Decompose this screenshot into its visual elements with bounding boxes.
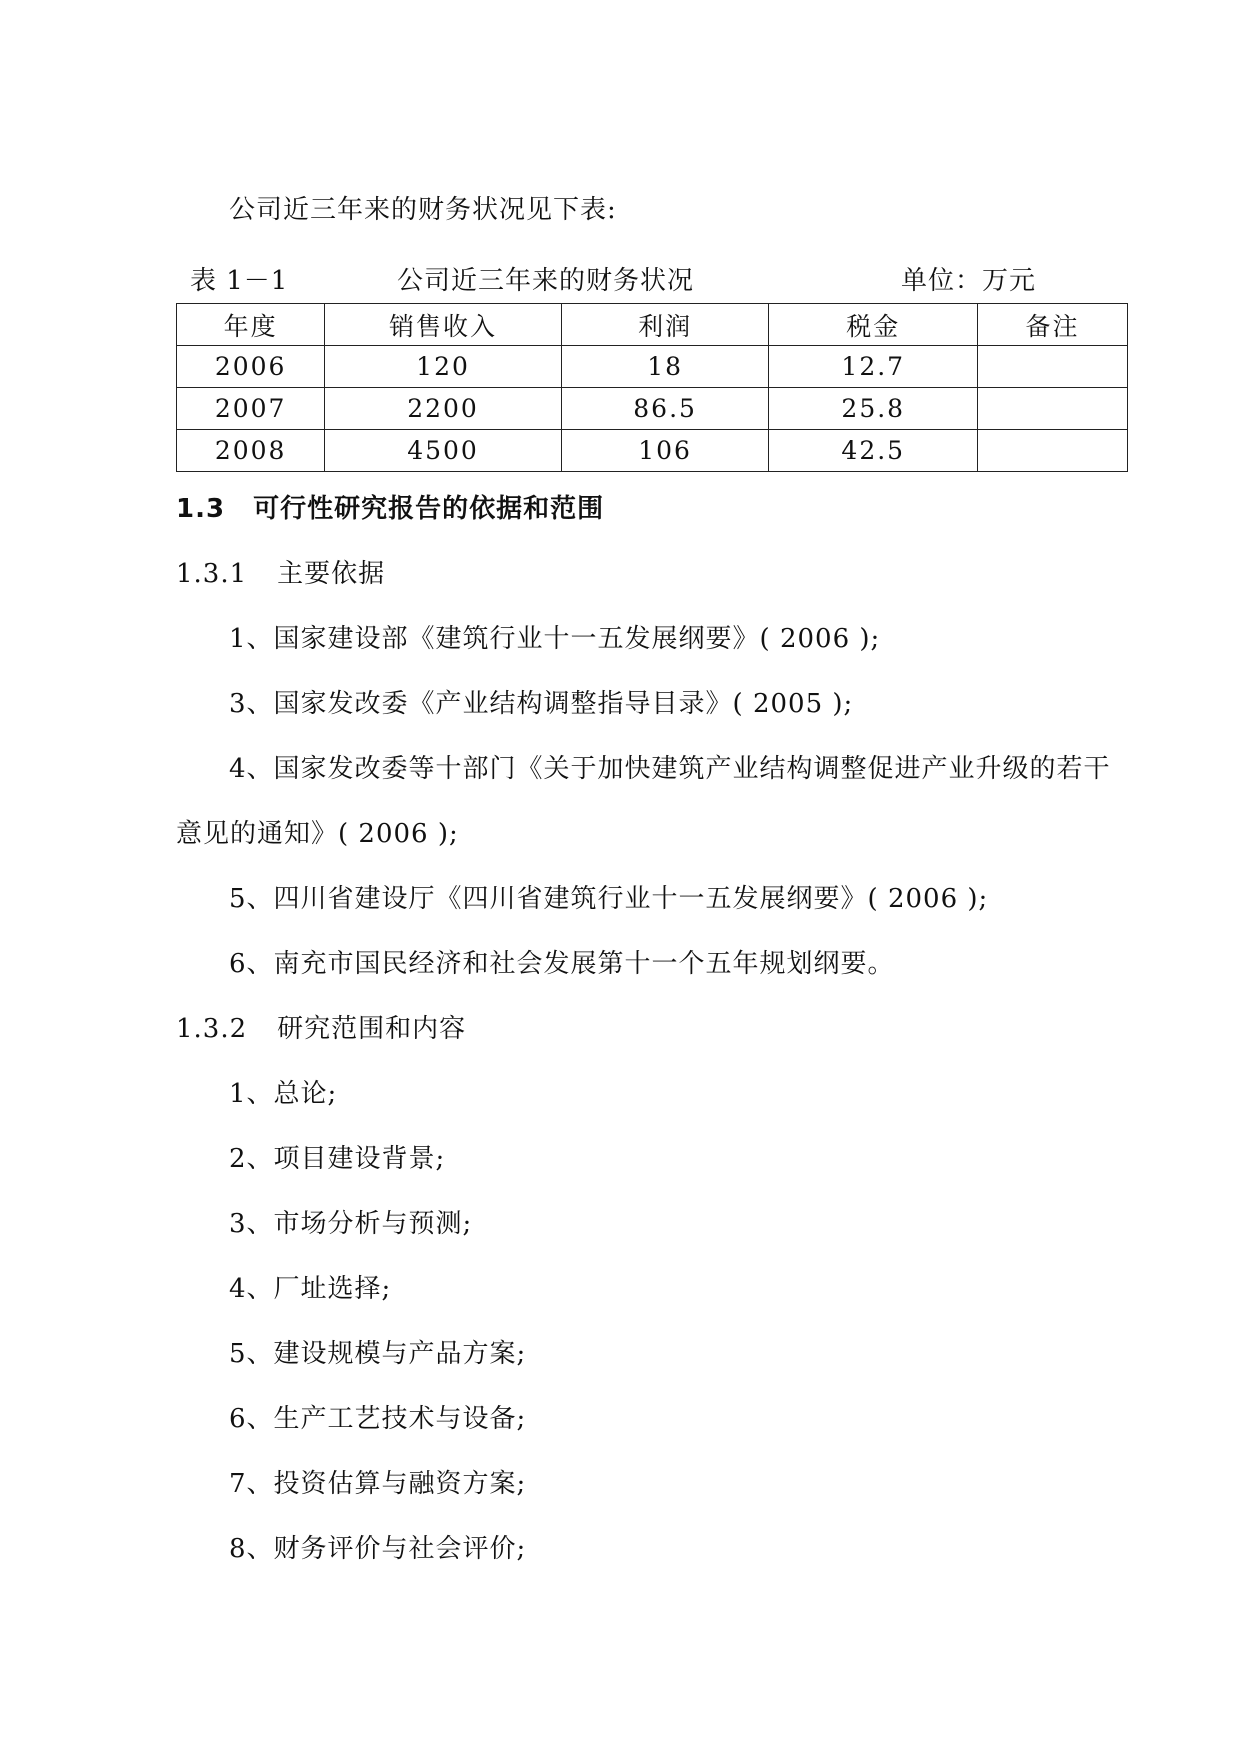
header-year: 年度 xyxy=(177,304,325,346)
financial-table xyxy=(176,303,1128,472)
scope-item: 7、投资估算与融资方案; xyxy=(229,1469,527,1499)
subsection-heading-scope xyxy=(176,1012,466,1046)
scope-item: 6、生产工艺技术与设备; xyxy=(229,1404,527,1434)
section-heading xyxy=(176,492,604,526)
basis-item: 5、四川省建设厅《四川省建筑行业十一五发展纲要》( 2006 ); xyxy=(229,884,989,914)
cell-tax: 25.8 xyxy=(769,388,978,430)
cell-profit: 86.5 xyxy=(561,388,769,430)
cell-year: 2008 xyxy=(177,430,325,472)
scope-item: 2、项目建设背景; xyxy=(229,1144,446,1174)
basis-item: 1、国家建设部《建筑行业十一五发展纲要》( 2006 ); xyxy=(229,624,881,654)
subsection-number: 1.3.2 xyxy=(176,1014,248,1044)
cell-sales: 4500 xyxy=(325,430,561,472)
cell-profit: 18 xyxy=(561,346,769,388)
cell-year: 2006 xyxy=(177,346,325,388)
subsection-number: 1.3.1 xyxy=(176,559,248,589)
section-number: 1.3 xyxy=(176,494,226,524)
table-header-row xyxy=(177,304,1128,346)
cell-sales: 2200 xyxy=(325,388,561,430)
scope-item: 1、总论; xyxy=(229,1079,338,1109)
cell-note xyxy=(978,430,1128,472)
basis-item: 6、南充市国民经济和社会发展第十一个五年规划纲要。 xyxy=(229,949,895,979)
table-title: 公司近三年来的财务状况 xyxy=(397,266,695,296)
cell-note xyxy=(978,388,1128,430)
header-note: 备注 xyxy=(978,304,1128,346)
subsection-title: 主要依据 xyxy=(277,559,386,589)
scope-item: 3、市场分析与预测; xyxy=(229,1209,473,1239)
cell-note xyxy=(978,346,1128,388)
cell-profit: 106 xyxy=(561,430,769,472)
table-unit: 单位：万元 xyxy=(901,266,1037,296)
subsection-title: 研究范围和内容 xyxy=(277,1014,467,1044)
scope-item: 8、财务评价与社会评价; xyxy=(229,1534,527,1564)
cell-sales: 120 xyxy=(325,346,561,388)
header-tax: 税金 xyxy=(769,304,978,346)
subsection-heading-basis xyxy=(176,557,385,591)
header-profit: 利润 xyxy=(561,304,769,346)
table-row xyxy=(177,388,1128,430)
cell-tax: 12.7 xyxy=(769,346,978,388)
basis-item: 4、国家发改委等十部门《关于加快建筑产业结构调整促进产业升级的若干 xyxy=(229,754,1111,784)
table-row xyxy=(177,346,1128,388)
table-label: 表 1－1 xyxy=(190,266,289,296)
cell-year: 2007 xyxy=(177,388,325,430)
basis-item: 3、国家发改委《产业结构调整指导目录》( 2005 ); xyxy=(229,689,854,719)
scope-item: 5、建设规模与产品方案; xyxy=(229,1339,527,1369)
scope-item: 4、厂址选择; xyxy=(229,1274,392,1304)
header-sales: 销售收入 xyxy=(325,304,561,346)
section-title: 可行性研究报告的依据和范围 xyxy=(253,494,605,524)
basis-item-continuation: 意见的通知》( 2006 ); xyxy=(176,819,459,849)
table-row xyxy=(177,430,1128,472)
cell-tax: 42.5 xyxy=(769,430,978,472)
intro-paragraph: 公司近三年来的财务状况见下表: xyxy=(229,195,617,225)
